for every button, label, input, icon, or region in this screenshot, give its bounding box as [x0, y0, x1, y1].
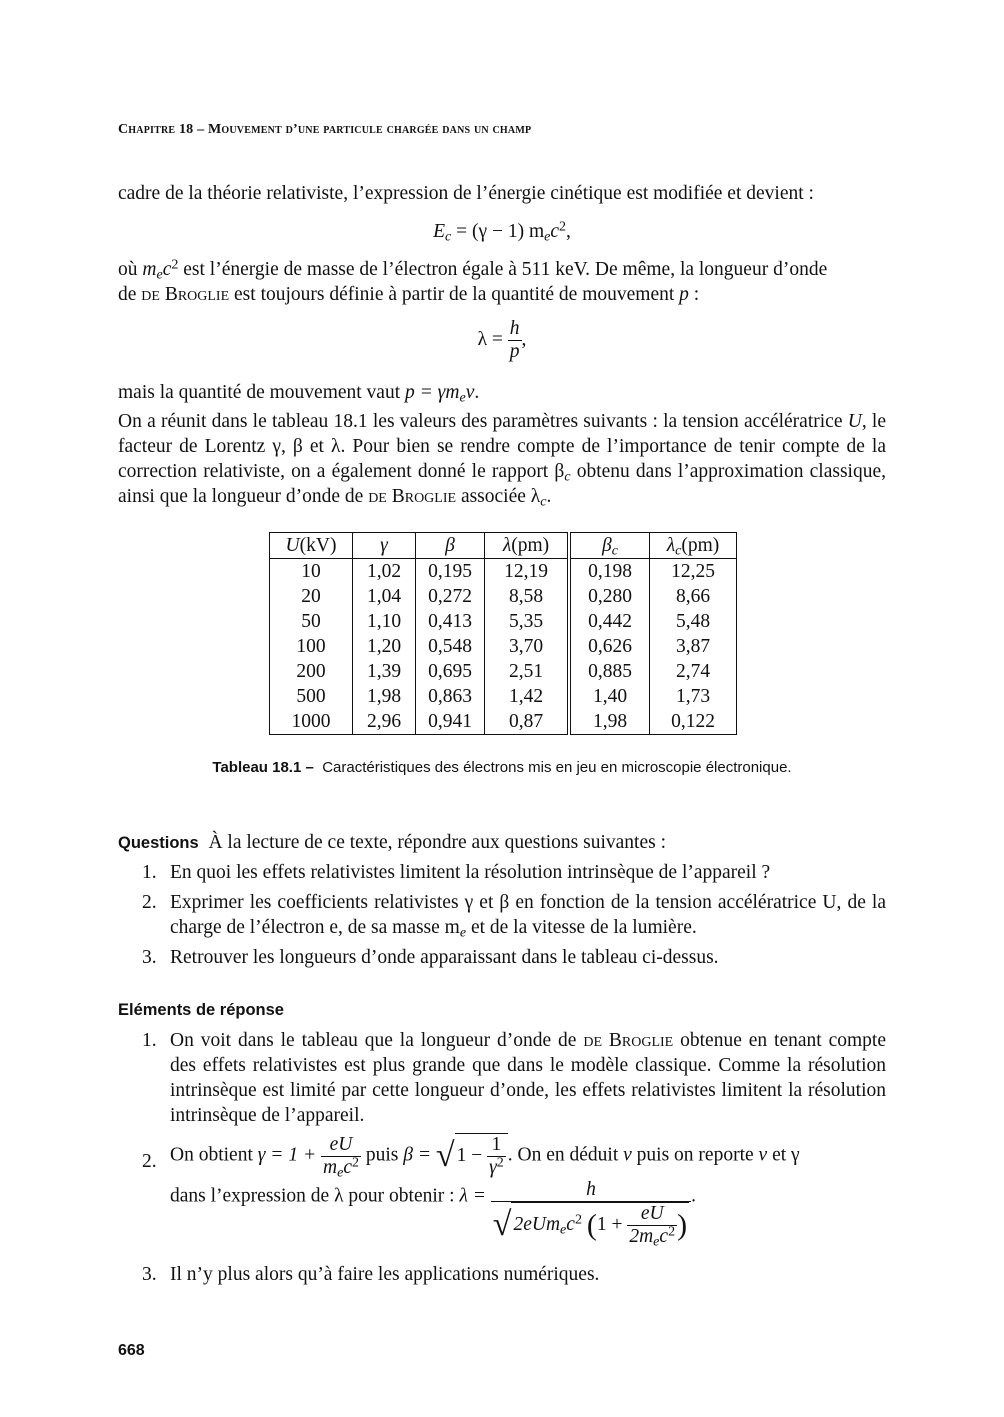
table-caption: Tableau 18.1 – Caractéristiques des électrons mis en jeu en microscopie électronique.: [212, 759, 792, 776]
table-cell: 1,20: [353, 634, 416, 659]
table-row: [270, 659, 737, 684]
equation-de-broglie: λ = $\frac{h}{p}$ ,: [477, 318, 527, 362]
paragraph: où $m_ec^2$ est l’énergie de masse de l’électron égale à 511 keV. De même, la longueur d’onde de de Broglie est toujours définie à partir de la quantité de mouvement p :: [118, 256, 828, 305]
table-row: [270, 559, 737, 585]
table-cell: 2,96: [353, 709, 416, 735]
table-cell: 1,98: [569, 709, 650, 735]
list-item: 2. On obtient γ = 1 + $\frac{eU}{m_ec^2}$ puis β = √ 1 − $\frac{1}{\gamma^2}$ . On en déduit v puis on reporte v et γ dans l’expression de λ pour obtenir : λ = h √ $2eUm_ec^2$ (1 + $\frac{eU}{2m_ec^2}$ ) .: [142, 1133, 800, 1250]
paragraph: On a réunit dans le tableau 18.1 les valeurs des paramètres suivants : la tension accélératrice U, le facteur de Lorentz γ, β et λ. Pour bien se rendre compte de l’importance de tenir compte de la correction relativiste, on a également donné le rapport $\beta_c$ obtenu dans l’approximation classique, ainsi que la longueur d’onde de de Broglie associée $\lambda_c$.: [118, 411, 886, 510]
table-cell: 8,66: [650, 584, 737, 609]
table-cell: 20: [270, 584, 353, 609]
table-cell: 3,87: [650, 634, 737, 659]
table-cell: 0,87: [485, 709, 570, 735]
list-item: 3. Retrouver les longueurs d’onde apparaissant dans le tableau ci-dessus.: [142, 947, 719, 968]
table-cell: 1,04: [353, 584, 416, 609]
table-row: [270, 709, 737, 735]
table-cell: 1,02: [353, 559, 416, 585]
table-cell: 0,885: [569, 659, 650, 684]
table-cell: 5,48: [650, 609, 737, 634]
list-item: 1. En quoi les effets relativistes limitent la résolution intrinsèque de l’appareil ?: [142, 862, 771, 883]
table-cell: 0,548: [416, 634, 485, 659]
col-header: β: [416, 533, 485, 559]
table-cell: 0,280: [569, 584, 650, 609]
table-cell: 1,73: [650, 684, 737, 709]
table-cell: 0,941: [416, 709, 485, 735]
table-cell: 1,42: [485, 684, 570, 709]
table-cell: 2,51: [485, 659, 570, 684]
table-cell: 12,25: [650, 559, 737, 585]
table-cell: 0,413: [416, 609, 485, 634]
table-cell: 1,40: [569, 684, 650, 709]
table-cell: 0,122: [650, 709, 737, 735]
table-cell: 10: [270, 559, 353, 585]
table-row: [270, 609, 737, 634]
table-cell: 0,695: [416, 659, 485, 684]
col-header: $\lambda_c(pm)$: [650, 533, 737, 559]
running-header: Chapitre 18 – Mouvement d’une particule chargée dans un champ: [118, 122, 532, 137]
table-row: [270, 634, 737, 659]
table-cell: 0,198: [569, 559, 650, 585]
table-row: [270, 684, 737, 709]
equation-kinetic-energy: $E_c = (\gamma - 1)$ $m_ec^2$,: [433, 218, 571, 245]
answers-list: [118, 1028, 886, 1292]
data-table: [269, 532, 737, 735]
table-cell: 8,58: [485, 584, 570, 609]
answers-heading: Eléments de réponse: [118, 1001, 284, 1019]
list-item: 2. Exprimer les coefficients relativistes γ et β en fonction de la tension accélératrice U, de la charge de l’électron e, de sa masse $m_e$ et de la vitesse de la lumière.: [142, 892, 886, 941]
table-cell: 0,442: [569, 609, 650, 634]
table-cell: 1,39: [353, 659, 416, 684]
col-header: $\beta_c$: [569, 533, 650, 559]
table-cell: 50: [270, 609, 353, 634]
paragraph: mais la quantité de mouvement vaut $p = \gamma m_ev$.: [118, 382, 480, 406]
table-cell: 0,626: [569, 634, 650, 659]
table-cell: 1,10: [353, 609, 416, 634]
table-cell: 0,195: [416, 559, 485, 585]
questions-intro: Questions À la lecture de ce texte, répondre aux questions suivantes :: [118, 832, 666, 853]
page: [118, 0, 886, 1417]
table-cell: 0,863: [416, 684, 485, 709]
table-cell: 0,272: [416, 584, 485, 609]
list-item: 1. On voit dans le tableau que la longueur d’onde de de Broglie obtenue en tenant compte des effets relativistes est plus grande que dans le modèle classique. Comme la résolution intrinsèque est limité par cette longueur d’onde, les effets relativistes limitent la résolution intrinsèque de l’appareil.: [142, 1030, 886, 1126]
page-number: 668: [118, 1342, 145, 1359]
table-cell: 5,35: [485, 609, 570, 634]
col-header: λ(pm): [485, 533, 570, 559]
table-cell: 2,74: [650, 659, 737, 684]
table-cell: 12,19: [485, 559, 570, 585]
col-header: γ: [353, 533, 416, 559]
col-header: U(kV): [270, 533, 353, 559]
paragraph: cadre de la théorie relativiste, l’expression de l’énergie cinétique est modifiée et devient :: [118, 183, 814, 204]
table-cell: 1000: [270, 709, 353, 735]
table-cell: 1,98: [353, 684, 416, 709]
table-cell: 3,70: [485, 634, 570, 659]
table-row: [270, 584, 737, 609]
questions-list: [118, 860, 886, 975]
table-cell: 100: [270, 634, 353, 659]
table-cell: 200: [270, 659, 353, 684]
table-header-row: [270, 533, 737, 559]
list-item: 3. Il n’y plus alors qu’à faire les applications numériques.: [142, 1264, 600, 1285]
table-cell: 500: [270, 684, 353, 709]
